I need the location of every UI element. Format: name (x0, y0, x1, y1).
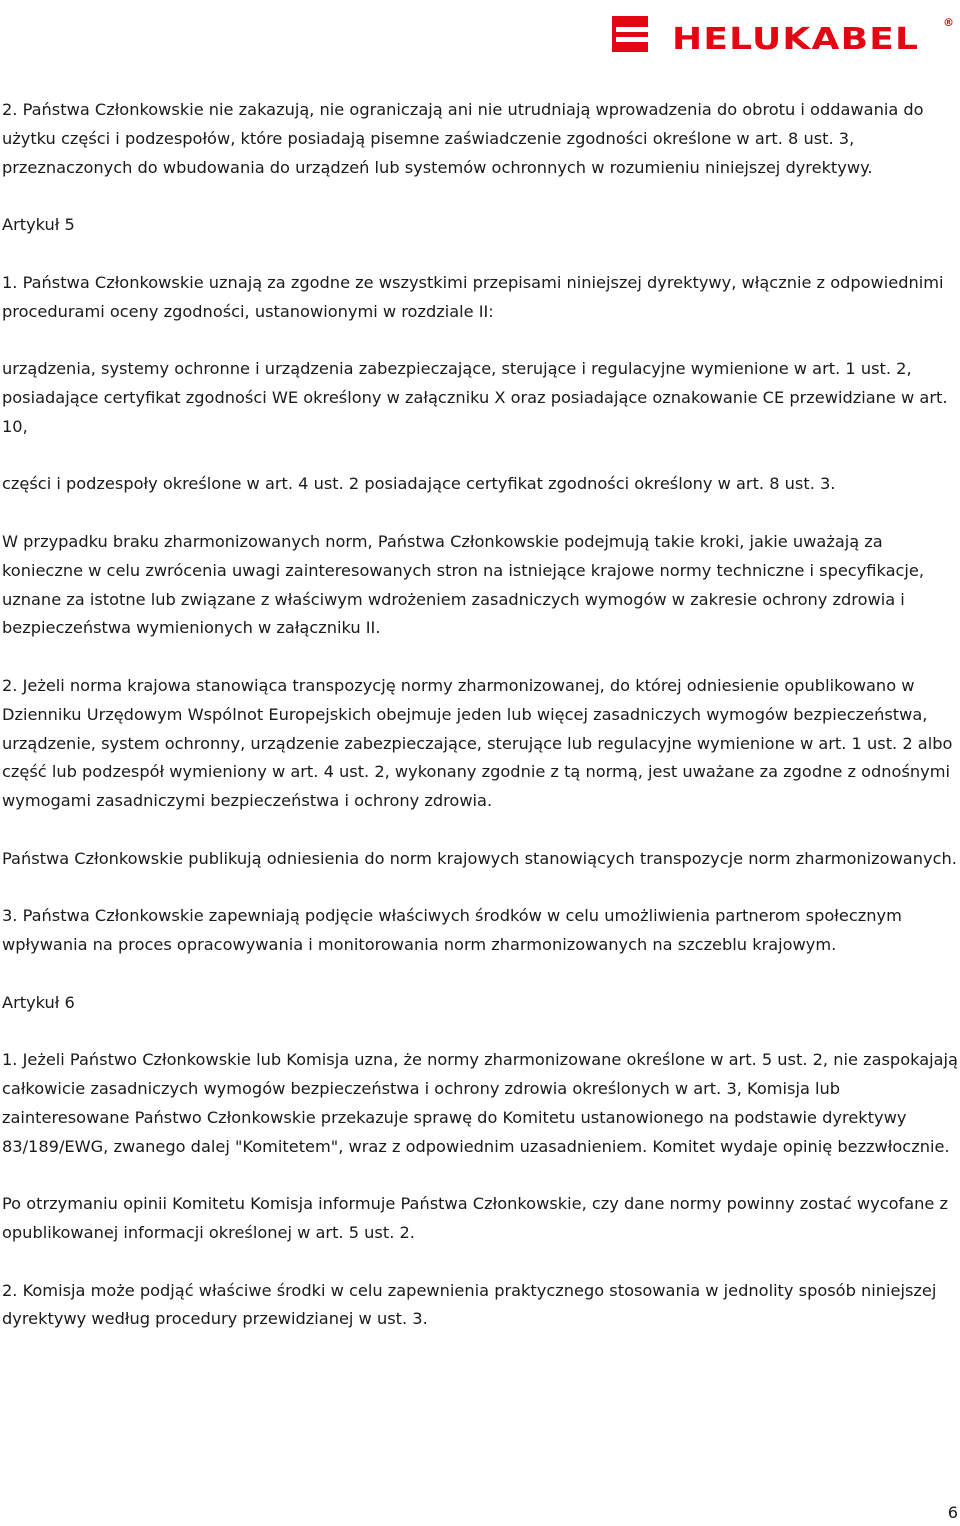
paragraph: urządzenia, systemy ochronne i urządzenia zabezpieczające, sterujące i regulacyjne wymienione w art. 1 ust. 2, posiadające certyfikat zgodności WE określony w załączniku X oraz posiadające oznakowanie CE przewidziane w art. 10, (2, 359, 948, 436)
paragraph: 1. Jeżeli Państwo Członkowskie lub Komisja uzna, że normy zharmonizowane określone w art. 5 ust. 2, nie zaspokajają całkowicie zasadniczych wymogów bezpieczeństwa i ochrony zdrowia określonych w art. 3, Komisja lub zainteresowane Państwo Członkowskie przekazuje sprawę do Komitetu ustanowionego na podstawie dyrektywy 83/189/EWG, zwanego dalej "Komitetem", wraz z odpowiednim uzasadnieniem. Komitet wydaje opinię bezzwłocznie. (2, 1050, 958, 1156)
article-heading: Artykuł 6 (2, 992, 75, 1012)
paragraph: 2. Państwa Członkowskie nie zakazują, nie ograniczają ani nie utrudniają wprowadzenia do obrotu i oddawania do użytku części i podzespołów, które posiadają pisemne zaświadczenie zgodności określone w art. 8 ust. 3, przeznaczonych do wbudowania do urządzeń lub systemów ochronnych w rozumieniu niniejszej dyrektywy. (2, 100, 924, 177)
paragraph: Państwa Członkowskie publikują odniesienia do norm krajowych stanowiących transpozycje norm zharmonizowanych. (2, 848, 957, 868)
paragraph: części i podzespoły określone w art. 4 ust. 2 posiadające certyfikat zgodności określony w art. 8 ust. 3. (2, 474, 836, 494)
helukabel-logo (612, 16, 954, 56)
paragraph: Po otrzymaniu opinii Komitetu Komisja informuje Państwa Członkowskie, czy dane normy powinny zostać wycofane z opublikowanej informacji określonej w art. 5 ust. 2. (2, 1194, 948, 1243)
paragraph: 3. Państwa Członkowskie zapewniają podjęcie właściwych środków w celu umożliwienia partnerom społecznym wpływania na proces opracowywania i monitorowania norm zharmonizowanych na szczeblu krajowym. (2, 906, 902, 955)
page-number: 6 (947, 1503, 958, 1522)
paragraph: 2. Jeżeli norma krajowa stanowiąca transpozycję normy zharmonizowanej, do której odniesienie opublikowano w Dzienniku Urzędowym Wspólnot Europejskich obejmuje jeden lub więcej zasadniczych wymogów bezpieczeństwa, urządzenie, system ochronny, urządzenie zabezpieczające, sterujące lub regulacyjne wymienione w art. 1 ust. 2 albo część lub podzespół wymieniony w art. 4 ust. 2, wykonany zgodnie z tą normą, jest uważane za zgodne z odnośnymi wymogami zasadniczymi bezpieczeństwa i ochrony zdrowia. (2, 675, 953, 811)
brand-name: HELUKABEL (672, 22, 920, 57)
registered-mark: ® (943, 16, 954, 29)
article-heading: Artykuł 5 (2, 215, 75, 235)
paragraph: 1. Państwa Członkowskie uznają za zgodne ze wszystkimi przepisami niniejszej dyrektywy, włącznie z odpowiednimi procedurami oceny zgodności, ustanowionymi w rozdziale II: (2, 272, 944, 321)
paragraph: 2. Komisja może podjąć właściwe środki w celu zapewnienia praktycznego stosowania w jednolity sposób niniejszej dyrektywy według procedury przewidzianej w ust. 3. (2, 1280, 937, 1329)
document-body (2, 96, 958, 1363)
helukabel-logo-icon (612, 16, 648, 52)
paragraph: W przypadku braku zharmonizowanych norm, Państwa Członkowskie podejmują takie kroki, jakie uważają za konieczne w celu zwrócenia uwagi zainteresowanych stron na istniejące krajowe normy techniczne i specyfikacje, uznane za istotne lub związane z właściwym wdrożeniem zasadniczych wymogów w zakresie ochrony zdrowia i bezpieczeństwa wymienionych w załączniku II. (2, 531, 924, 638)
